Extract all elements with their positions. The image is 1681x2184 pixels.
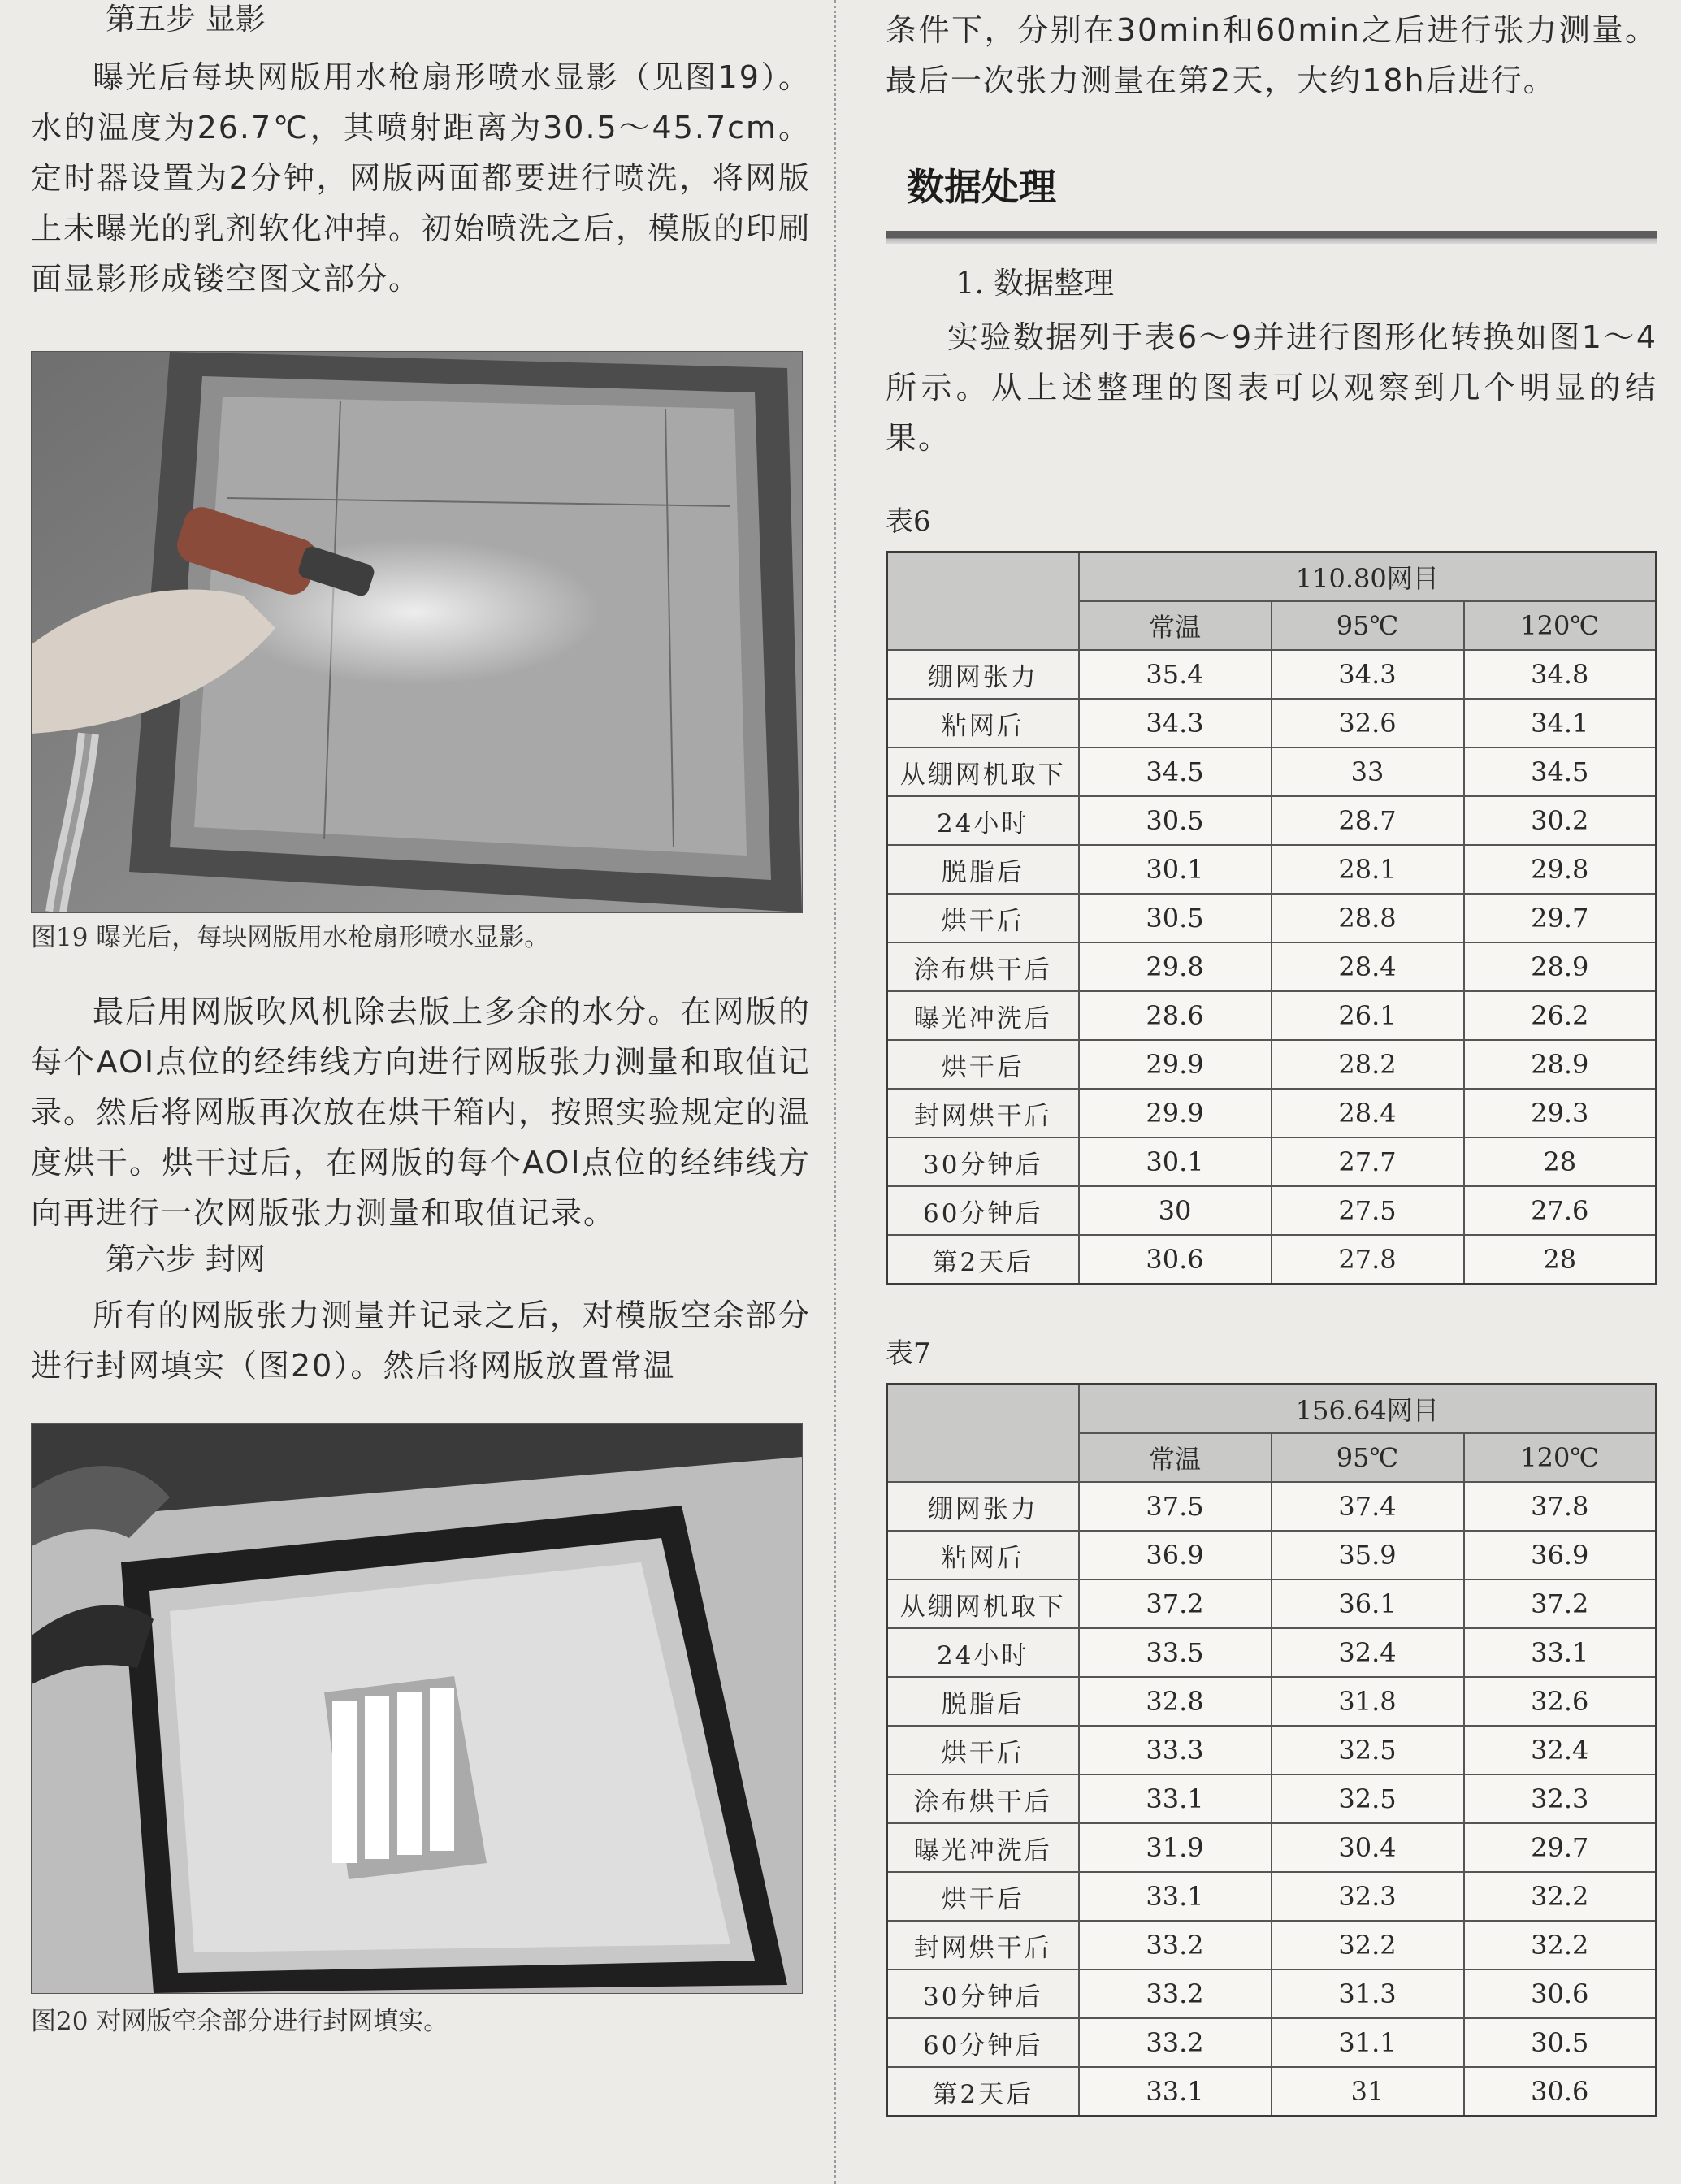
table-row [887,1186,1657,1235]
section-title: 数据处理 [907,165,1056,209]
tension-cell: 33.1 [1079,1774,1272,1823]
tension-cell: 28.6 [1079,991,1272,1040]
tension-cell: 30.2 [1464,796,1657,845]
tension-cell: 30.6 [1464,2067,1657,2117]
tension-cell: 28.4 [1272,1089,1464,1138]
table-row [887,1482,1657,1531]
mesh-header: 110.80网目 [1079,552,1657,602]
tension-cell: 32.2 [1464,1872,1657,1921]
row-label: 涂布烘干后 [887,1774,1079,1823]
column-header: 120℃ [1464,1433,1657,1482]
tension-cell: 34.1 [1464,699,1657,748]
tension-cell: 33.3 [1079,1726,1272,1774]
tension-cell: 32.3 [1464,1774,1657,1823]
tension-cell: 35.4 [1079,650,1272,699]
tension-cell: 34.5 [1464,748,1657,796]
row-label: 烘干后 [887,1872,1079,1921]
row-label: 脱脂后 [887,845,1079,894]
row-label: 涂布烘干后 [887,942,1079,991]
table-7-label: 表7 [886,1337,931,1370]
tension-cell: 30.4 [1272,1823,1464,1872]
tension-cell: 30.1 [1079,845,1272,894]
tension-cell: 32.5 [1272,1726,1464,1774]
tension-cell: 33.5 [1079,1628,1272,1677]
table-6 [886,551,1657,1285]
table-corner [887,552,1079,651]
table-row [887,2018,1657,2067]
tension-cell: 30.6 [1464,1970,1657,2018]
tension-cell: 32.3 [1272,1872,1464,1921]
table-row [887,1089,1657,1138]
tension-cell: 29.7 [1464,894,1657,942]
tension-cell: 30.6 [1079,1235,1272,1285]
tension-cell: 36.1 [1272,1580,1464,1628]
continued-paragraph: 条件下，分别在30min和60min之后进行张力测量。最后一次张力测量在第2天，大约18h后进行。 [886,12,1657,98]
tension-cell: 32.6 [1272,699,1464,748]
tension-cell: 28 [1464,1235,1657,1285]
tension-cell: 32.4 [1272,1628,1464,1677]
tension-cell: 34.5 [1079,748,1272,796]
row-label: 烘干后 [887,1726,1079,1774]
table-row [887,1872,1657,1921]
mesh-header: 156.64网目 [1079,1384,1657,1434]
row-label: 60分钟后 [887,2018,1079,2067]
row-label: 粘网后 [887,699,1079,748]
table-row [887,1138,1657,1186]
tension-cell: 26.1 [1272,991,1464,1040]
row-label: 封网烘干后 [887,1921,1079,1970]
table-corner [887,1384,1079,1483]
column-header: 常温 [1079,601,1272,650]
table-row [887,1726,1657,1774]
tension-cell: 32.5 [1272,1774,1464,1823]
tension-cell: 33.1 [1079,1872,1272,1921]
column-header: 95℃ [1272,601,1464,650]
table-row [887,1823,1657,1872]
tension-cell: 34.3 [1272,650,1464,699]
screen-blocking-illustration [32,1424,802,1993]
tension-cell: 33.2 [1079,1921,1272,1970]
tension-cell: 31 [1272,2067,1464,2117]
tension-cell: 32.2 [1272,1921,1464,1970]
table-row [887,650,1657,699]
row-label: 从绷网机取下 [887,748,1079,796]
tension-cell: 29.8 [1464,845,1657,894]
table-row [887,894,1657,942]
row-label: 曝光冲洗后 [887,1823,1079,1872]
table-7-body [887,1482,1657,2117]
table-row [887,845,1657,894]
tension-cell: 28.4 [1272,942,1464,991]
tension-cell: 29.3 [1464,1089,1657,1138]
row-label: 绷网张力 [887,1482,1079,1531]
spray-wash-illustration [32,352,802,912]
table-row [887,1774,1657,1823]
right-column [886,0,1657,2117]
tension-cell: 31.1 [1272,2018,1464,2067]
table-row [887,1580,1657,1628]
column-header: 120℃ [1464,601,1657,650]
tension-cell: 37.2 [1079,1580,1272,1628]
figure-20-photo [31,1424,803,1994]
tension-cell: 34.8 [1464,650,1657,699]
tension-cell: 37.4 [1272,1482,1464,1531]
tension-cell: 31.9 [1079,1823,1272,1872]
row-label: 封网烘干后 [887,1089,1079,1138]
table-row [887,1235,1657,1285]
tension-cell: 32.4 [1464,1726,1657,1774]
tension-cell: 28.2 [1272,1040,1464,1089]
tension-cell: 30 [1079,1186,1272,1235]
row-label: 粘网后 [887,1531,1079,1580]
table-row [887,1628,1657,1677]
row-label: 第2天后 [887,1235,1079,1285]
section-rule [886,231,1657,244]
column-header: 95℃ [1272,1433,1464,1482]
tension-cell: 29.9 [1079,1089,1272,1138]
tension-cell: 27.8 [1272,1235,1464,1285]
table-row [887,1921,1657,1970]
tension-cell: 33 [1272,748,1464,796]
table-row [887,748,1657,796]
tension-cell: 33.2 [1079,2018,1272,2067]
tension-cell: 33.1 [1464,1628,1657,1677]
row-label: 绷网张力 [887,650,1079,699]
tension-cell: 35.9 [1272,1531,1464,1580]
tension-cell: 30.5 [1464,2018,1657,2067]
table-row [887,942,1657,991]
table-row [887,1040,1657,1089]
tension-cell: 27.6 [1464,1186,1657,1235]
table-row [887,1531,1657,1580]
row-label: 30分钟后 [887,1138,1079,1186]
table-row [887,991,1657,1040]
table-row [887,1970,1657,2018]
table-6-label: 表6 [886,505,931,538]
tension-cell: 32.2 [1464,1921,1657,1970]
tension-cell: 36.9 [1464,1531,1657,1580]
tension-cell: 31.8 [1272,1677,1464,1726]
step5-paragraph: 曝光后每块网版用水枪扇形喷水显影（见图19）。水的温度为26.7℃，其喷射距离为30.5～45.7cm。定时器设置为2分钟，网版两面都要进行喷洗，将网版上未曝光的乳剂软化冲掉。初始喷洗之后，模版的印刷面显影形成镂空图文部分。 [31,59,812,297]
left-column [31,0,811,2038]
tension-cell: 37.8 [1464,1482,1657,1531]
tension-cell: 30.1 [1079,1138,1272,1186]
data-paragraph: 实验数据列于表6～9并进行图形化转换如图1～4所示。从上述整理的图表可以观察到几个明显的结果。 [886,319,1657,456]
table-6-body [887,650,1657,1285]
row-label: 曝光冲洗后 [887,991,1079,1040]
step6-paragraph: 所有的网版张力测量并记录之后，对模版空余部分进行封网填实（图20）。然后将网版放置常温 [31,1298,811,1384]
tension-cell: 30.5 [1079,796,1272,845]
tension-cell: 32.8 [1079,1677,1272,1726]
tension-cell: 31.3 [1272,1970,1464,2018]
table-row [887,1677,1657,1726]
row-label: 烘干后 [887,894,1079,942]
tension-cell: 29.9 [1079,1040,1272,1089]
tension-cell: 28.7 [1272,796,1464,845]
tension-cell: 28.9 [1464,1040,1657,1089]
row-label: 从绷网机取下 [887,1580,1079,1628]
tension-cell: 28.1 [1272,845,1464,894]
figure-19-caption: 图19 曝光后，每块网版用水枪扇形喷水显影。 [31,923,550,952]
tension-cell: 30.5 [1079,894,1272,942]
drying-paragraph: 最后用网版吹风机除去版上多余的水分。在网版的每个AOI点位的经纬线方向进行网版张力测量和取值记录。然后将网版再次放在烘干箱内，按照实验规定的温度烘干。烘干过后，在网版的每个AOI点位的经纬线方向再进行一次网版张力测量和取值记录。 [31,994,812,1231]
row-label: 24小时 [887,796,1079,845]
tension-cell: 28.9 [1464,942,1657,991]
row-label: 脱脂后 [887,1677,1079,1726]
table-row [887,796,1657,845]
table-row [887,699,1657,748]
table-row [887,2067,1657,2117]
figure-20-caption: 图20 对网版空余部分进行封网填实。 [31,2007,449,2036]
tension-cell: 37.2 [1464,1580,1657,1628]
tension-cell: 32.6 [1464,1677,1657,1726]
tension-cell: 33.2 [1079,1970,1272,2018]
figure-19-photo [31,351,803,913]
row-label: 第2天后 [887,2067,1079,2117]
tension-cell: 27.5 [1272,1186,1464,1235]
column-divider [834,0,836,2184]
tension-cell: 37.5 [1079,1482,1272,1531]
row-label: 30分钟后 [887,1970,1079,2018]
step5-heading: 第五步 显影 [106,2,266,37]
row-label: 烘干后 [887,1040,1079,1089]
tension-cell: 27.7 [1272,1138,1464,1186]
tension-cell: 29.8 [1079,942,1272,991]
tension-cell: 26.2 [1464,991,1657,1040]
tension-cell: 28.8 [1272,894,1464,942]
tension-cell: 33.1 [1079,2067,1272,2117]
tension-cell: 29.7 [1464,1823,1657,1872]
sub-heading: 1. 数据整理 [955,266,1115,301]
tension-cell: 28 [1464,1138,1657,1186]
column-header: 常温 [1079,1433,1272,1482]
tension-cell: 36.9 [1079,1531,1272,1580]
tension-cell: 34.3 [1079,699,1272,748]
row-label: 24小时 [887,1628,1079,1677]
step6-heading: 第六步 封网 [106,1242,266,1276]
table-7 [886,1383,1657,2117]
row-label: 60分钟后 [887,1186,1079,1235]
